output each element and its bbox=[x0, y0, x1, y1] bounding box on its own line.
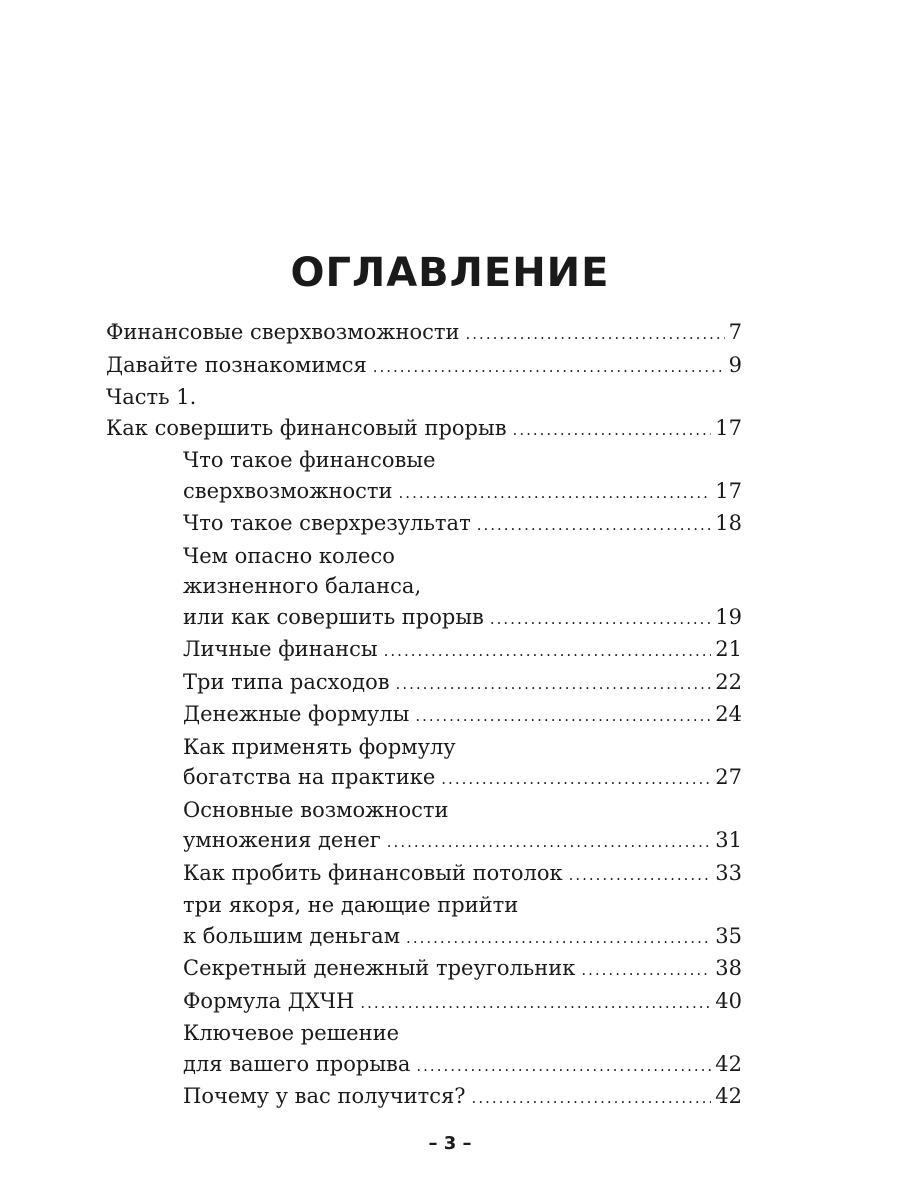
toc-entry-text: Финансовые сверхвозможности bbox=[106, 320, 460, 344]
toc-page-number: 42 bbox=[715, 1051, 742, 1076]
toc-entry-text: Что такое сверхрезультат bbox=[183, 511, 471, 535]
toc-entry-text: сверхвозможности bbox=[183, 478, 393, 503]
toc-entry bbox=[106, 667, 742, 700]
toc-entry-row bbox=[106, 350, 742, 383]
toc-page-number: 18 bbox=[715, 511, 742, 535]
toc-entry bbox=[106, 445, 742, 508]
toc-entry-text: Ключевое решение bbox=[183, 1021, 399, 1045]
toc-entry-text: для вашего прорыва bbox=[183, 1051, 411, 1076]
toc-entry bbox=[106, 382, 742, 413]
toc-page-number: 17 bbox=[715, 478, 742, 503]
toc-entry bbox=[106, 1081, 742, 1114]
toc-page-number: 19 bbox=[715, 604, 742, 629]
toc-entry-text: умножения денег bbox=[183, 828, 381, 852]
toc-entry-row bbox=[183, 953, 742, 986]
toc-entry-row bbox=[183, 762, 742, 795]
toc-entry-text: Как совершить финансовый прорыв bbox=[106, 415, 507, 440]
toc-page-number: 38 bbox=[715, 956, 742, 980]
dot-leader bbox=[466, 319, 725, 350]
toc-entry-row bbox=[183, 476, 742, 509]
toc-entry-text: Почему у вас получится? bbox=[183, 1084, 466, 1108]
dot-leader bbox=[441, 764, 711, 795]
dot-leader bbox=[490, 604, 711, 635]
toc-entry-row bbox=[183, 921, 742, 954]
toc-entry-row bbox=[183, 1049, 742, 1082]
dot-leader bbox=[581, 955, 711, 986]
toc-entry-text: Личные финансы bbox=[183, 637, 378, 661]
dot-leader bbox=[416, 1051, 711, 1082]
dot-leader bbox=[569, 860, 712, 891]
toc-entry bbox=[106, 413, 742, 446]
dot-leader bbox=[406, 923, 711, 954]
dot-leader bbox=[415, 701, 711, 732]
toc-entry-text: Основные возможности bbox=[183, 797, 449, 822]
toc-entry-row bbox=[106, 317, 742, 350]
toc-entry bbox=[106, 858, 742, 891]
toc-page-number: 24 bbox=[715, 702, 742, 726]
toc-entry-text: Формула ДХЧН bbox=[183, 988, 355, 1013]
toc-entry-text: Что такое финансовые bbox=[183, 448, 436, 472]
dot-leader bbox=[384, 636, 712, 667]
toc-entry-text: Денежные формулы bbox=[183, 702, 410, 726]
toc-entry-text: Часть 1. bbox=[106, 385, 197, 409]
toc-entry-text: Чем опасно колесо bbox=[183, 543, 395, 568]
toc-page-number: 31 bbox=[715, 828, 742, 852]
dot-leader bbox=[360, 988, 711, 1019]
toc-entry bbox=[106, 699, 742, 732]
toc-entry-text: или как совершить прорыв bbox=[183, 604, 484, 629]
toc-entry-text: три якоря, не дающие прийти bbox=[183, 893, 519, 917]
toc-entry-row bbox=[183, 602, 742, 635]
dot-leader bbox=[477, 510, 712, 541]
toc-entry bbox=[106, 890, 742, 953]
toc-entry-text: Секретный денежный треугольник bbox=[183, 956, 576, 980]
toc-entry bbox=[106, 350, 742, 383]
toc-entry-text: Давайте познакомимся bbox=[106, 352, 367, 377]
toc-entry-text: Как пробить финансовый потолок bbox=[183, 860, 563, 885]
toc-entry-text: жизненного баланса, bbox=[183, 574, 422, 598]
toc-entry-text: Как применять формулу bbox=[183, 734, 456, 759]
toc-entry-row bbox=[183, 634, 742, 667]
toc-entry-row bbox=[183, 858, 742, 891]
toc-entry-row bbox=[106, 413, 742, 446]
toc-entry bbox=[106, 986, 742, 1019]
toc-page-number: 42 bbox=[715, 1084, 742, 1108]
toc-entry bbox=[106, 953, 742, 986]
toc-page-number: 9 bbox=[728, 352, 742, 377]
toc-entry bbox=[106, 634, 742, 667]
toc-entry bbox=[106, 732, 742, 795]
toc-entry-row bbox=[183, 825, 742, 858]
toc-entry-text: к большим деньгам bbox=[183, 923, 401, 948]
toc-entry bbox=[106, 1018, 742, 1081]
page-title: ОГЛАВЛЕНИЕ bbox=[290, 250, 610, 296]
toc-page-number: 21 bbox=[715, 637, 742, 661]
toc-entry-row bbox=[106, 382, 742, 413]
toc-entry bbox=[106, 508, 742, 541]
toc-entry-text: Три типа расходов bbox=[183, 669, 390, 694]
toc-page-number: 40 bbox=[715, 988, 742, 1013]
toc-page-number: 22 bbox=[715, 669, 742, 694]
table-of-contents bbox=[106, 317, 742, 1114]
dot-leader bbox=[396, 669, 712, 700]
toc-entry-row bbox=[183, 667, 742, 700]
dot-leader bbox=[472, 1083, 712, 1114]
toc-page-number: 35 bbox=[715, 923, 742, 948]
dot-leader bbox=[399, 478, 712, 509]
toc-entry-row bbox=[183, 699, 742, 732]
toc-entry bbox=[106, 541, 742, 635]
toc-entry-row bbox=[183, 1081, 742, 1114]
dot-leader bbox=[373, 352, 725, 383]
toc-entry bbox=[106, 317, 742, 350]
toc-page-number: 27 bbox=[715, 765, 742, 789]
dot-leader bbox=[513, 415, 712, 446]
toc-entry-row bbox=[183, 508, 742, 541]
page-number: – 3 – bbox=[428, 1133, 472, 1154]
dot-leader bbox=[387, 827, 711, 858]
toc-page-number: 7 bbox=[728, 320, 742, 344]
toc-entry-text: богатства на практике bbox=[183, 765, 436, 789]
toc-entry bbox=[106, 795, 742, 858]
toc-entry-row bbox=[183, 986, 742, 1019]
toc-page-number: 17 bbox=[715, 415, 742, 440]
toc-page-number: 33 bbox=[715, 860, 742, 885]
